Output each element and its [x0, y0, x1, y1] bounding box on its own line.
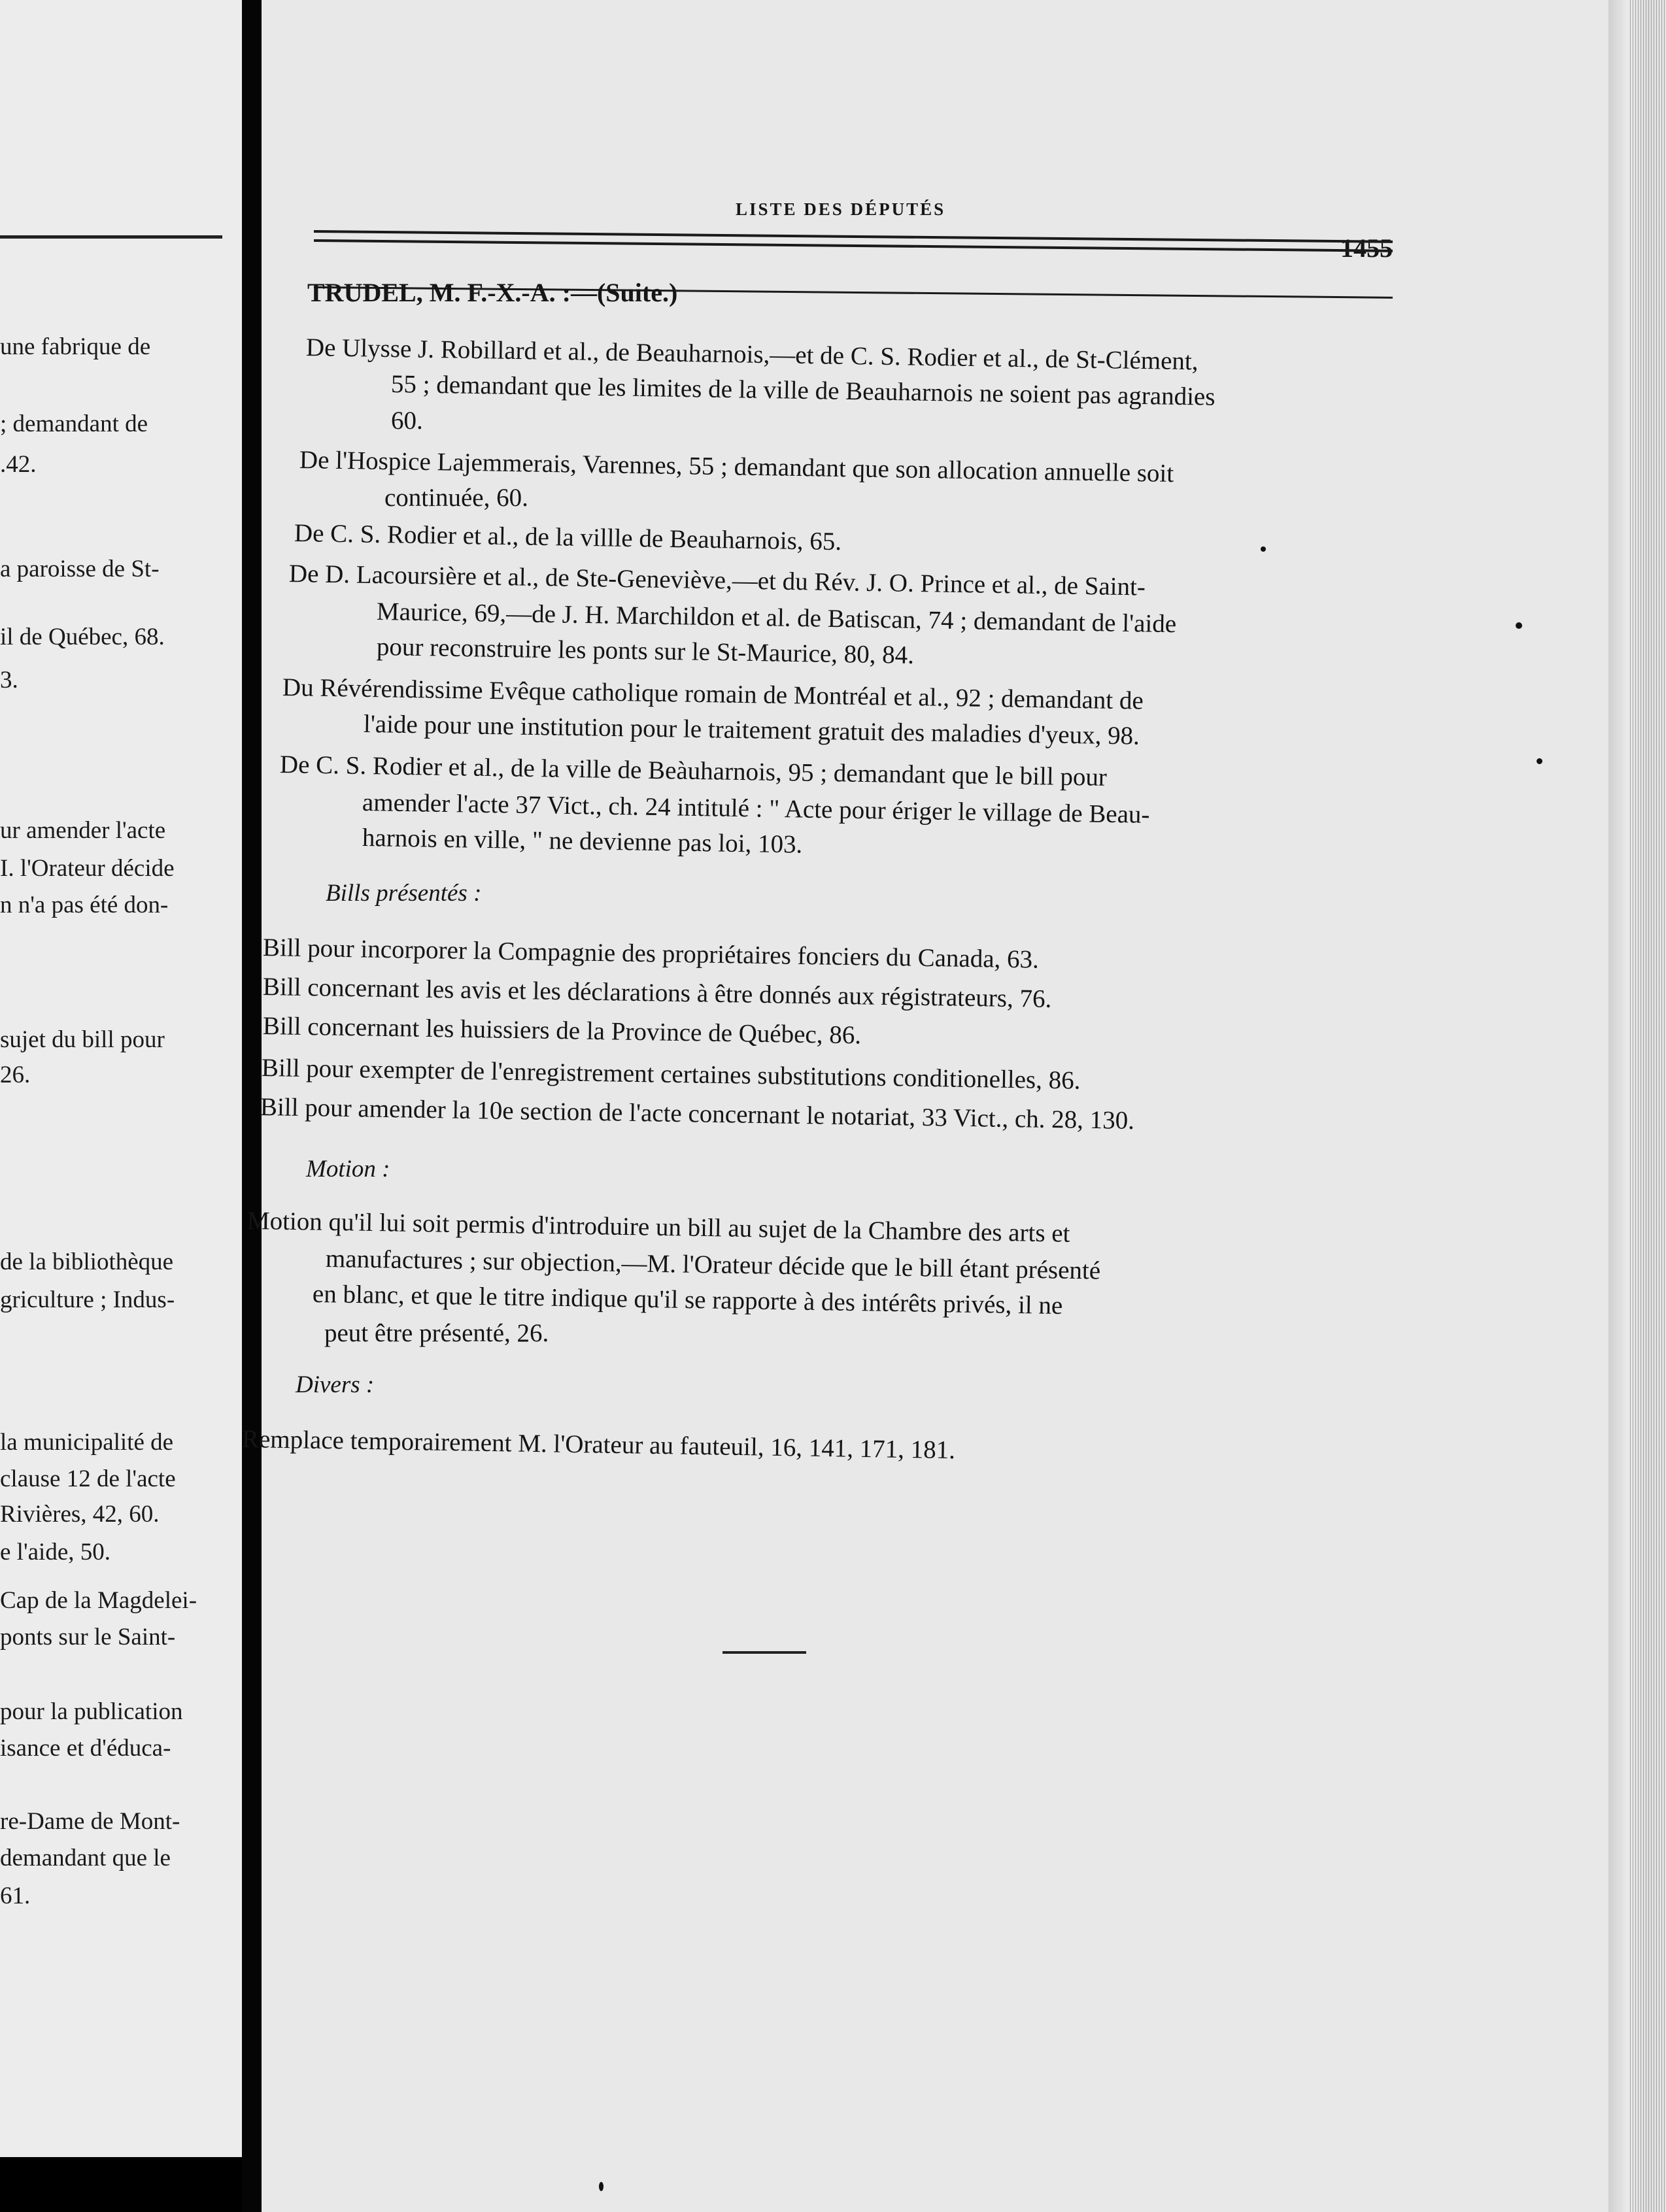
motion-line: peut être présenté, 26. [324, 1319, 549, 1347]
left-fragment: la municipalité de [0, 1429, 174, 1456]
bill-line: Bill pour incorporer la Compagnie des propriétaires fonciers du Canada, 63. [262, 933, 1040, 974]
left-facing-page [0, 0, 242, 2157]
running-head: LISTE DES DÉPUTÉS [736, 199, 946, 219]
ink-speck [1516, 622, 1522, 629]
petition-line: l'aide pour une institution pour le traitement gratuit des maladies d'yeux, 98. [363, 710, 1140, 750]
ink-speck [599, 2182, 604, 2191]
petition-line: 60. [391, 407, 423, 435]
page-edges-stack [1628, 0, 1666, 2212]
ink-speck [1537, 758, 1542, 764]
petition-line: pour reconstruire les ponts sur le St-Maurice, 80, 84. [376, 633, 915, 669]
left-fragment: e l'aide, 50. [0, 1539, 110, 1566]
left-fragment: clause 12 de l'acte [0, 1466, 176, 1492]
left-fragment: isance et d'éduca- [0, 1735, 171, 1762]
left-fragment: sujet du bill pour [0, 1026, 165, 1053]
left-fragment: Rivières, 42, 60. [0, 1501, 160, 1528]
petition-line: amender l'acte 37 Vict., ch. 24 intitulé : " Acte pour ériger le village de Beau- [362, 788, 1150, 829]
member-heading: TRUDEL, M. F.-X.-A. :—(Suite.) [307, 278, 678, 307]
left-fragment: I. l'Orateur décide [0, 855, 175, 882]
petition-line: De l'Hospice Lajemmerais, Varennes, 55 ; demandant que son allocation annuelle soit [299, 446, 1174, 488]
end-divider [722, 1651, 806, 1654]
left-fragment: a paroisse de St- [0, 556, 160, 582]
left-fragment: 61. [0, 1883, 31, 1909]
petition-line: 55 ; demandant que les limites de la ville de Beauharnois ne soient pas agrandies [390, 370, 1216, 411]
ink-speck [1261, 546, 1266, 552]
petition-line: continuée, 60. [384, 484, 528, 512]
motion-line: en blanc, et que le titre indique qu'il se rapporte à des intérêts privés, il ne [312, 1280, 1063, 1320]
motion-heading: Motion : [306, 1156, 390, 1182]
left-fragment: griculture ; Indus- [0, 1286, 175, 1313]
bill-line: Bill pour amender la 10e section de l'acte concernant le notariat, 33 Vict., ch. 28, 130. [260, 1093, 1135, 1135]
left-fragment: pour la publication [0, 1698, 183, 1725]
petition-line: De C. S. Rodier et al., de la villle de Beauharnois, 65. [294, 519, 842, 556]
petition-line: Du Révérendissime Evêque catholique romain de Montréal et al., 92 ; demandant de [282, 673, 1144, 715]
left-fragment: ponts sur le Saint- [0, 1624, 176, 1651]
bill-line: Bill pour exempter de l'enregistrement certaines substitutions conditionelles, 86. [261, 1054, 1081, 1095]
motion-line: manufactures ; sur objection,—M. l'Orateur décide que le bill étant présenté [325, 1245, 1101, 1285]
left-fragment: ur amender l'acte [0, 817, 166, 844]
bill-line: Bill concernant les huissiers de la Province de Québec, 86. [262, 1012, 862, 1050]
page-number: 1455 [1340, 233, 1393, 263]
petition-line: harnois en ville, " ne devienne pas loi, 103. [362, 824, 803, 859]
left-fragment: il de Québec, 68. [0, 624, 165, 650]
left-fragment: Cap de la Magdelei- [0, 1587, 197, 1614]
left-fragment: une fabrique de [0, 333, 151, 360]
petition-line: Maurice, 69,—de J. H. Marchildon et al. de Batiscan, 74 ; demandant de l'aide [376, 597, 1177, 639]
divers-line: Remplace temporairement M. l'Orateur au fauteuil, 16, 141, 171, 181. [241, 1425, 956, 1465]
petition-line: De Ulysse J. Robillard et al., de Beauharnois,—et de C. S. Rodier et al., de St-Clément, [305, 333, 1198, 376]
left-fragment: ; demandant de [0, 411, 148, 437]
left-fragment: re-Dame de Mont- [0, 1808, 180, 1835]
petition-line: De C. S. Rodier et al., de la ville de Beàuharnois, 95 ; demandant que le bill pour [279, 750, 1108, 792]
bill-line: Bill concernant les avis et les déclarations à être donnés aux régistrateurs, 76. [262, 973, 1052, 1013]
motion-line: Motion qu'il lui soit permis d'introduire un bill au sujet de la Chambre des arts et [246, 1207, 1070, 1248]
divers-heading: Divers : [296, 1371, 375, 1398]
left-fragment: de la bibliothèque [0, 1248, 174, 1275]
left-fragment: demandant que le [0, 1845, 171, 1871]
left-fragment: n n'a pas été don- [0, 892, 169, 918]
left-page-rule [0, 235, 222, 239]
bills-heading: Bills présentés : [326, 880, 482, 907]
left-fragment: .42. [0, 451, 37, 478]
petition-line: De D. Lacoursière et al., de Ste-Geneviève,—et du Rév. J. O. Prince et al., de Saint- [288, 560, 1146, 601]
left-fragment: 26. [0, 1062, 31, 1088]
left-fragment: 3. [0, 667, 18, 694]
